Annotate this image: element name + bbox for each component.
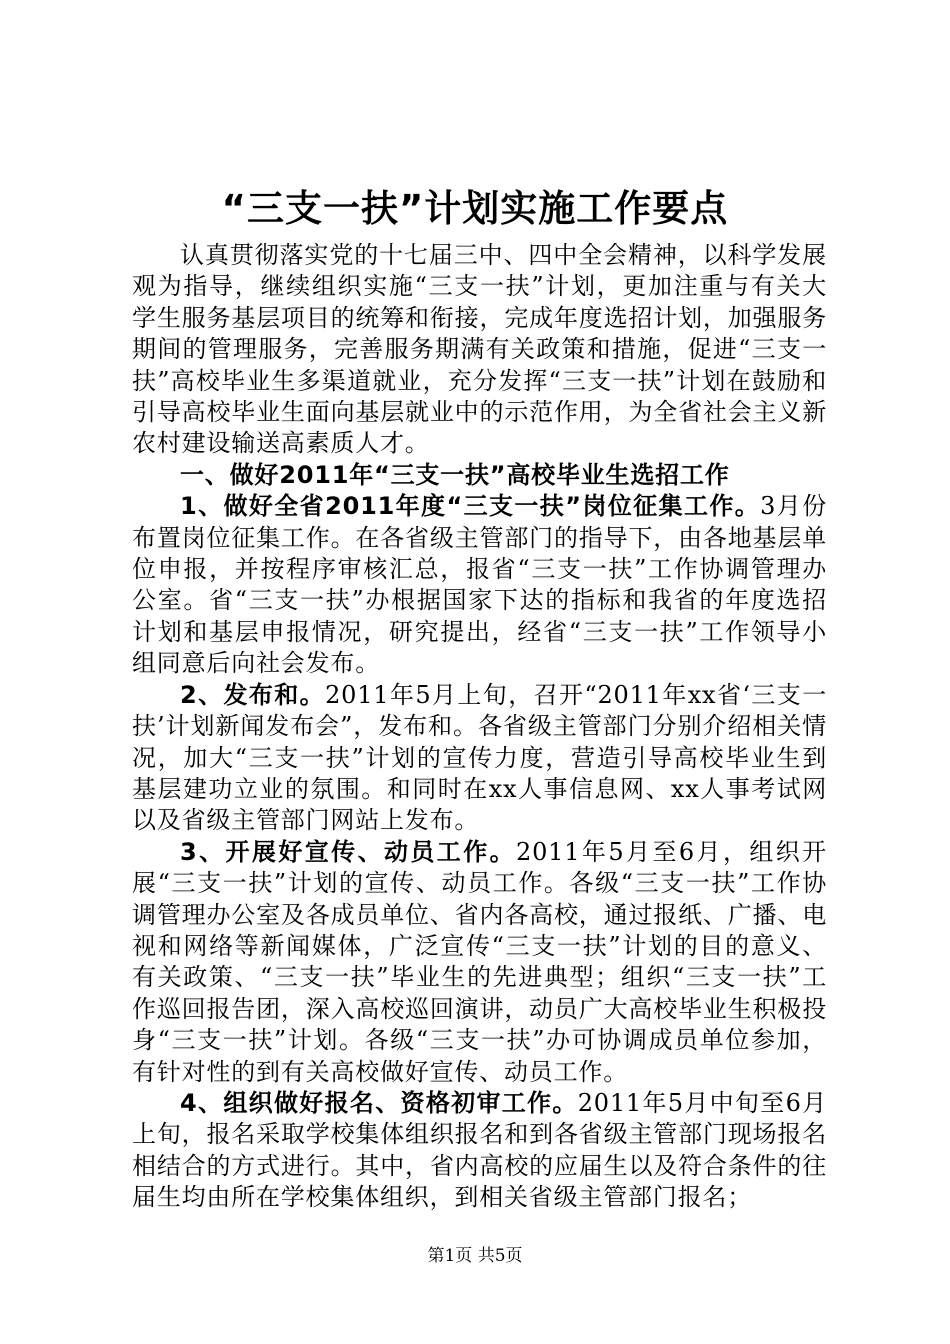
section-heading: 一、做好2011年“三支一扶”高校毕业生选招工作 (180, 460, 730, 489)
item-paragraph-1 (132, 491, 827, 679)
item-lead: 1、做好全省2011年度“三支一扶”岗位征集工作。 (180, 492, 761, 521)
item-lead: 4、组织做好报名、资格初审工作。 (180, 1088, 578, 1117)
intro-paragraph: 认真贯彻落实党的十七届三中、四中全会精神，以科学发展观为指导，继续组织实施“三支一扶”计划，更加注重与有关大学生服务基层项目的统筹和衔接，完成年度选招计划，加强服务期间的管理服务，完善服务期满有关政策和措施，促进“三支一扶”高校毕业生多渠道就业，充分发挥“三支一扶”计划在鼓励和引导高校毕业生面向基层就业中的示范作用，为全省社会主义新农村建设输送高素质人才。 (132, 241, 827, 458)
document-title: “三支一扶”计划实施工作要点 (221, 187, 729, 230)
item-paragraph-3 (132, 837, 827, 1088)
item-text: 2011年5月上旬，召开“2011年xx省‘三支一扶’计划新闻发布会”，发布和。各省级主管部门分别介绍相关情况，加大“三支一扶”计划的宣传力度，营造引导高校毕业生到基层建功立业的氛围。和同时在xx人事信息网、xx人事考试网以及省级主管部门网站上发布。 (132, 680, 827, 835)
item-text: 2011年5月中旬至6月上旬，报名采取学校集体组织报名和到各省级主管部门现场报名相结合的方式进行。其中，省内高校的应届生以及符合条件的往届生均由所在学校集体组织，到相关省级主管部门报名； (132, 1088, 827, 1212)
document-body (132, 240, 827, 1214)
item-lead: 3、开展好宣传、动员工作。 (180, 837, 517, 866)
item-text: 3月份布置岗位征集工作。在各省级主管部门的指导下，由各地基层单位申报，并按程序审核汇总，报省“三支一扶”工作协调管理办公室。省“三支一扶”办根据国家下达的指标和我省的年度选招计划和基层申报情况，研究提出，经省“三支一扶”工作领导小组同意后向社会发布。 (132, 492, 828, 678)
item-text: 2011年5月至6月，组织开展“三支一扶”计划的宣传、动员工作。各级“三支一扶”工作协调管理办公室及各成员单位、省内各高校，通过报纸、广播、电视和网络等新闻媒体，广泛宣传“三支一扶”计划的目的意义、有关政策、“三支一扶”毕业生的先进典型；组织“三支一扶”工作巡回报告团，深入高校巡回演讲，动员广大高校毕业生积极投身“三支一扶”计划。各级“三支一扶”办可协调成员单位参加，有针对性的到有关高校做好宣传、动员工作。 (132, 837, 827, 1086)
item-lead: 2、发布和。 (180, 680, 326, 709)
page-footer: 第1页 共5页 (427, 1246, 523, 1266)
item-paragraph-4 (132, 1088, 827, 1214)
item-paragraph-2 (132, 680, 827, 837)
